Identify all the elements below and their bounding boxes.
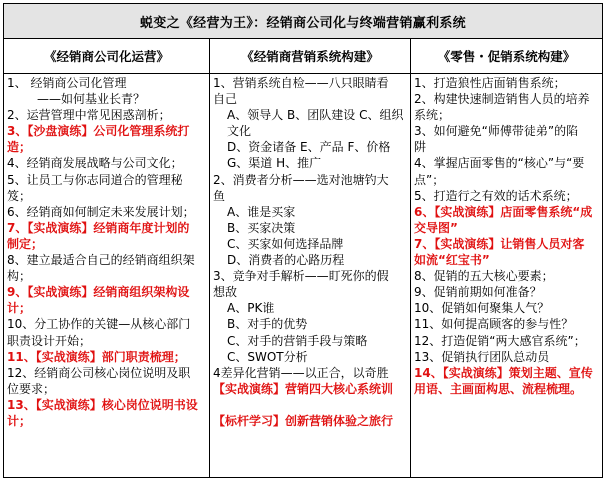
course-line: 阱 xyxy=(414,140,427,155)
course-line: 1、 经销商公司化管理 xyxy=(7,76,127,90)
course-line xyxy=(213,397,408,413)
course-line: 笈； xyxy=(7,188,32,203)
course-line: C、SWOT分析 xyxy=(227,349,308,364)
course-line: 12、经销商公司核心岗位说明及职 xyxy=(7,365,191,380)
course-line: 造； xyxy=(7,140,32,155)
course-line: A、领导人 B、团队建设 C、组织 xyxy=(227,108,404,123)
course-line: 职责设计开始； xyxy=(7,333,92,348)
course-line: 14、【实战演练】策划主题、宣传 xyxy=(414,365,593,380)
course-line: 1、营销系统自检——八只眼睛看 xyxy=(213,76,389,90)
column-body-2 xyxy=(210,74,410,477)
course-line: 2、运营管理中常见困惑剖析； xyxy=(7,108,171,123)
course-line: A、谁是买家 xyxy=(227,204,296,219)
course-line: 点”； xyxy=(414,172,445,187)
column-body-3 xyxy=(411,74,602,477)
course-line: 自己 xyxy=(213,92,238,107)
course-line: 7、【实战演练】经销商年度计划的 xyxy=(7,220,190,235)
course-line: 【标杆学习】创新营销体验之旅行 xyxy=(213,413,394,428)
column-body-1 xyxy=(4,74,209,477)
course-line: 想敌 xyxy=(213,285,238,300)
course-line: G、渠道 H、推广 xyxy=(227,156,322,171)
course-line: 6、经销商如何制定未来发展计划； xyxy=(7,204,195,219)
course-line: C、对手的营销手段与策略 xyxy=(227,333,368,348)
course-line: 文化 xyxy=(227,124,252,139)
course-line: 9、促销前期如何准备？ xyxy=(414,285,542,300)
course-line: 8、促销的五大核心要素； xyxy=(414,269,554,284)
course-line: 3、如何避免“师傅带徒弟”的陷 xyxy=(414,124,579,139)
course-line: 12、打造促销“两大感官系统”； xyxy=(414,333,586,348)
table-title: 蜕变之《经营为王》：经销商公司化与终端营销赢利系统 xyxy=(4,4,602,39)
course-line: 用语、主画面构思、流程梳理。 xyxy=(414,381,583,396)
course-line: 4、经销商发展战略与公司文化； xyxy=(7,156,183,171)
course-line: B、买家决策 xyxy=(227,220,296,235)
column-header-2: 《经销商营销系统构建》 xyxy=(241,49,379,64)
course-line: 系统； xyxy=(414,108,451,123)
course-line: 8、建立最适合自己的经销商组织架 xyxy=(7,253,195,268)
course-line: 3、【沙盘演练】公司化管理系统打 xyxy=(7,124,190,139)
course-line: 构； xyxy=(7,269,32,284)
course-line: 7、【实战演练】让销售人员对客 xyxy=(414,236,585,251)
course-line: 9、【实战演练】经销商组织架构设 xyxy=(7,285,190,300)
course-line: 如流“红宝书” xyxy=(414,253,490,268)
course-line: 5、打造行之有效的话术系统； xyxy=(414,188,578,203)
course-line: 13、【实战演练】核心岗位说明书设 xyxy=(7,397,198,412)
header-row xyxy=(4,39,602,74)
course-line: 2、消费者分析——选对池塘钓大 xyxy=(213,172,389,187)
course-line: 11、【实战演练】部门职责梳理； xyxy=(7,349,186,364)
course-line: 计； xyxy=(7,413,32,428)
course-line: 2、构建快速制造销售人员的培养 xyxy=(414,92,590,107)
course-line: C、买家如何选择品牌 xyxy=(227,236,344,251)
course-table xyxy=(3,3,603,478)
course-line: 制定； xyxy=(7,236,44,251)
course-line: D、资金诸备 E、产品 F、价格 xyxy=(227,140,391,155)
course-line: 5、让员工与你志同道合的管理秘 xyxy=(7,172,183,187)
course-line: 鱼 xyxy=(213,188,226,203)
course-line: 6、【实战演练】店面零售系统“成 xyxy=(414,204,593,219)
course-line: 10、促销如何聚集人气？ xyxy=(414,301,550,316)
course-line: 10、分工协作的关键—从核心部门 xyxy=(7,317,191,332)
course-line: 位要求； xyxy=(7,381,56,396)
course-line: 3、竞争对手解析——盯死你的假 xyxy=(213,269,389,284)
course-line: 11、如何提高顾客的参与性？ xyxy=(414,317,574,332)
course-line: 计； xyxy=(7,301,32,316)
course-line: 交导图” xyxy=(414,220,458,235)
course-line: ——如何基业长青？ xyxy=(37,92,146,107)
course-line: 4、掌握店面零售的“核心”与“要 xyxy=(414,156,585,171)
course-line: B、对手的优势 xyxy=(227,317,308,332)
column-header-3: 《零售・促销系统构建》 xyxy=(437,49,576,64)
course-line: D、消费者的心路历程 xyxy=(227,253,345,268)
course-line: 1、打造狼性店面销售系统； xyxy=(414,76,566,90)
column-header-1: 《经销商公司化运营》 xyxy=(43,49,169,64)
course-line: A、PK谁 xyxy=(227,301,275,316)
course-line: 13、促销执行团队总动员 xyxy=(414,349,550,364)
course-line: 【实战演练】营销四大核心系统训 xyxy=(213,381,394,396)
course-line: 4差异化营销——以正合，以奇胜 xyxy=(213,365,389,380)
